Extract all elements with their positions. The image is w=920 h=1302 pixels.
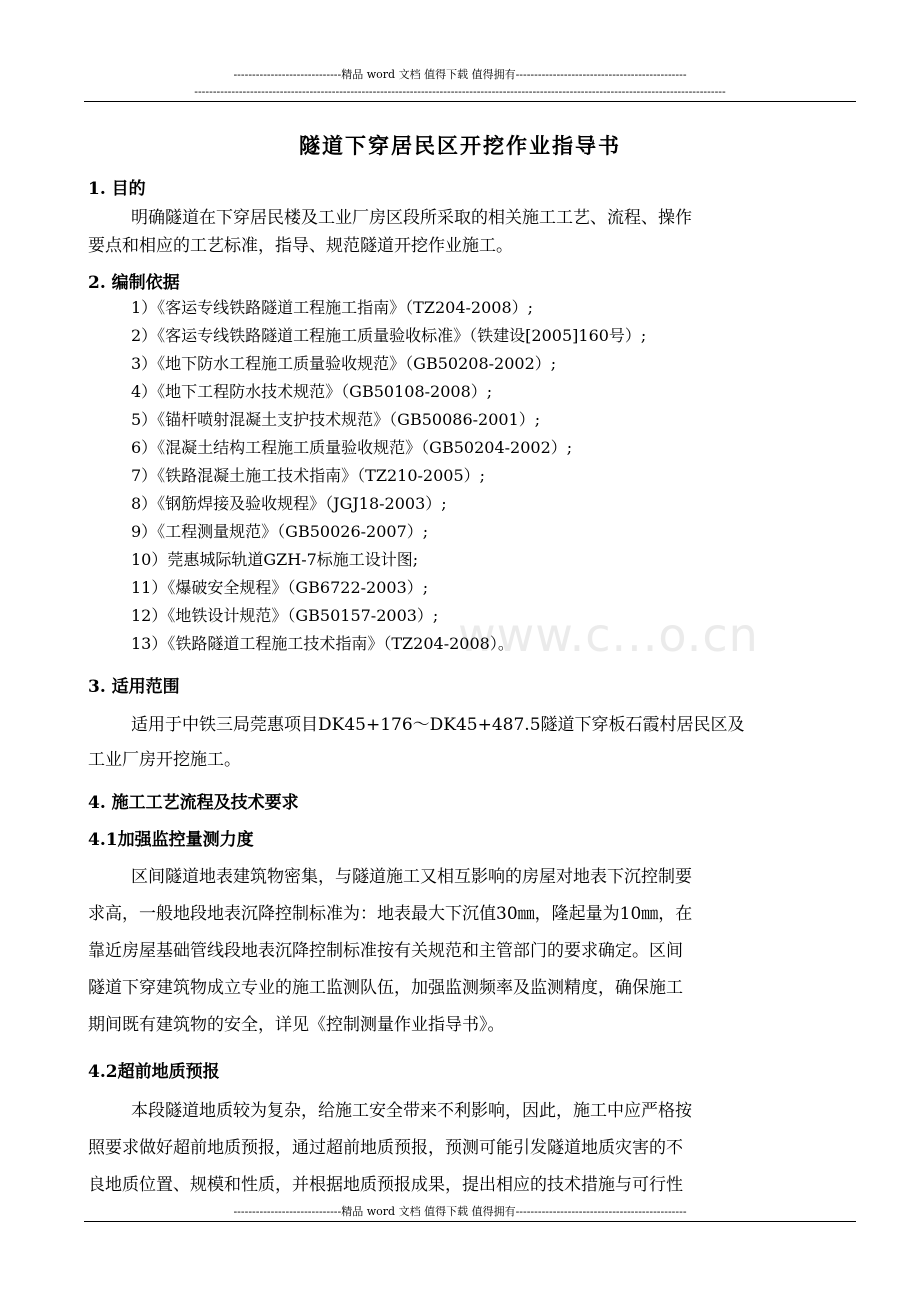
- section-4-1-line: 隧道下穿建筑物成立专业的施工监测队伍，加强监测频率及监测精度，确保施工: [88, 978, 683, 998]
- reference-item: 3）《地下防水工程施工质量验收规范》（GB50208-2002）;: [131, 354, 557, 373]
- header-dashes: -----------------------------------------------------------------------------------------------------------------------------------------------: [194, 85, 726, 98]
- section-4-2-heading: 4.2超前地质预报: [88, 1062, 220, 1082]
- footer-watermark-line: -----------------------------精品 word 文档 值得下载 值得拥有----------------------------------------------: [233, 1205, 687, 1218]
- reference-item: 8）《钢筋焊接及验收规程》（JGJ18-2003）;: [131, 494, 447, 513]
- reference-item: 11）《爆破安全规程》（GB6722-2003）;: [131, 578, 429, 597]
- section-4-2-line: 良地质位置、规模和性质，并根据地质预报成果，提出相应的技术措施与可行性: [88, 1175, 683, 1195]
- header-rule: [84, 101, 856, 102]
- reference-list: [88, 294, 646, 658]
- reference-item: 6）《混凝土结构工程施工质量验收规范》（GB50204-2002）;: [131, 438, 573, 457]
- section-1-heading: 1. 目的: [88, 179, 146, 199]
- reference-item: 4）《地下工程防水技术规范》（GB50108-2008）;: [131, 382, 493, 401]
- header-watermark-line: -----------------------------精品 word 文档 值得下载 值得拥有----------------------------------------------: [233, 68, 687, 81]
- reference-item: 1）《客运专线铁路隧道工程施工指南》（TZ204-2008）;: [131, 298, 534, 317]
- section-1-line-2: 要点和相应的工艺标准，指导、规范隧道开挖作业施工。: [88, 236, 513, 256]
- section-4-2-line: 照要求做好超前地质预报，通过超前地质预报，预测可能引发隧道地质灾害的不: [88, 1138, 683, 1158]
- reference-item: 12）《地铁设计规范》（GB50157-2003）;: [131, 606, 439, 625]
- section-4-1-line: 求高，一般地段地表沉降控制标准为：地表最大下沉值30㎜，隆起量为10㎜，在: [88, 904, 693, 924]
- section-4-1-line: 区间隧道地表建筑物密集，与隧道施工又相互影响的房屋对地表下沉控制要: [131, 867, 692, 887]
- reference-item: 10）莞惠城际轨道GZH-7标施工设计图;: [131, 550, 419, 569]
- footer-rule: [84, 1221, 856, 1222]
- reference-item: 7）《铁路混凝土施工技术指南》（TZ210-2005）;: [131, 466, 486, 485]
- section-4-1-heading: 4.1加强监控量测力度: [88, 830, 254, 850]
- section-3-line-1: 适用于中铁三局莞惠项目DK45+176～DK45+487.5隧道下穿板石霞村居民区及: [131, 715, 745, 735]
- section-4-1-line: 期间既有建筑物的安全，详见《控制测量作业指导书》。: [88, 1015, 505, 1035]
- section-4-heading: 4. 施工工艺流程及技术要求: [88, 793, 299, 813]
- section-4-2-line: 本段隧道地质较为复杂，给施工安全带来不利影响，因此，施工中应严格按: [131, 1101, 692, 1121]
- reference-item: 9）《工程测量规范》（GB50026-2007）;: [131, 522, 429, 541]
- section-4-1-line: 靠近房屋基础管线段地表沉降控制标准按有关规范和主管部门的要求确定。区间: [88, 941, 683, 961]
- section-1-line-1: 明确隧道在下穿居民楼及工业厂房区段所采取的相关施工工艺、流程、操作: [131, 208, 692, 228]
- reference-item: 2）《客运专线铁路隧道工程施工质量验收标准》（铁建设[2005]160号）;: [131, 326, 647, 345]
- section-3-heading: 3. 适用范围: [88, 677, 180, 697]
- background-watermark: www.c...o.cn: [458, 608, 759, 662]
- section-2-heading: 2. 编制依据: [88, 273, 180, 293]
- document-title: 隧道下穿居民区开挖作业指导书: [299, 133, 621, 158]
- reference-item: 13）《铁路隧道工程施工技术指南》（TZ204-2008）。: [131, 634, 514, 653]
- reference-item: 5）《锚杆喷射混凝土支护技术规范》（GB50086-2001）;: [131, 410, 541, 429]
- section-3-line-2: 工业厂房开挖施工。: [88, 750, 241, 770]
